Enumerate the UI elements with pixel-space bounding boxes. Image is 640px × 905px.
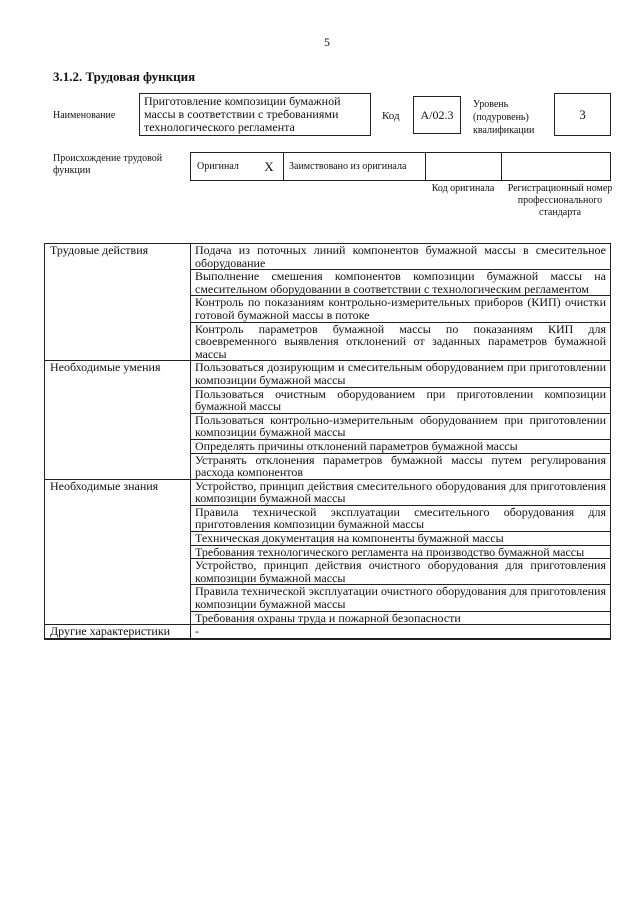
code-original-cell	[425, 153, 502, 180]
table-cell: Техническая документация на компоненты бумажной массы	[191, 532, 611, 546]
table-cell: Выполнение смешения компонентов композиции бумажной массы на смесительном оборудовании в соответствии с технологическим регламентом	[191, 270, 611, 296]
table-cell: Пользоваться контрольно-измерительным оборудованием при приготовлении композиции бумажной массы	[191, 413, 611, 439]
table-cell: Пользоваться очистным оборудованием при приготовлении композиции бумажной массы	[191, 387, 611, 413]
category-cell: Другие характеристики	[45, 625, 191, 639]
qualification-level-label: Уровень (подуровень) квалификации	[473, 99, 535, 136]
category-cell: Необходимые знания	[45, 479, 191, 625]
original-cell	[191, 153, 261, 180]
function-name-box: Приготовление композиции бумажной массы в соответствии с требованиями технологического регламента	[139, 93, 371, 136]
table-cell: Правила технической эксплуатации смесительного оборудования для приготовления композиции бумажной массы	[191, 505, 611, 531]
table-cell: Требования технологического регламента на производство бумажной массы	[191, 545, 611, 559]
qualification-level-box: 3	[554, 93, 611, 136]
reg-number-cell	[501, 153, 611, 180]
original-mark: X	[264, 158, 274, 174]
original-label: Оригинал	[197, 161, 239, 172]
code-value-box: А/02.3	[413, 96, 461, 134]
table-cell: Устранять отклонения параметров бумажной массы путем регулирования расхода компонентов	[191, 453, 611, 479]
table-row	[45, 361, 611, 387]
code-original-label: Код оригинала	[431, 183, 495, 194]
reg-number-label: Регистрационный номер профессионального стандарта	[507, 183, 613, 218]
table-cell: Требования охраны труда и пожарной безопасности	[191, 611, 611, 625]
table-row	[45, 625, 611, 639]
borrowed-label: Заимствовано из оригинала	[289, 161, 407, 172]
table-cell: Определять причины отклонений параметров бумажной массы	[191, 439, 611, 453]
code-label: Код	[382, 110, 400, 122]
table-row	[45, 244, 611, 270]
table-cell: Устройство, принцип действия смесительного оборудования для приготовления композиции бумажной массы	[191, 479, 611, 505]
table-cell: Подача из поточных линий компонентов бумажной массы в смесительное оборудование	[191, 244, 611, 270]
table-cell: -	[191, 625, 611, 639]
origin-label: Происхождение трудовой функции	[53, 153, 163, 176]
table-cell: Контроль параметров бумажной массы по показаниям КИП для своевременного выявления отклонений от заданных параметров бумажной массы	[191, 322, 611, 361]
table-cell: Правила технической эксплуатации очистного оборудования для приготовления композиции бумажной массы	[191, 585, 611, 611]
origin-table	[190, 152, 611, 181]
borrowed-cell	[283, 153, 431, 180]
category-cell: Необходимые умения	[45, 361, 191, 479]
category-cell: Трудовые действия	[45, 244, 191, 361]
original-mark-cell	[255, 153, 283, 180]
table-row	[45, 479, 611, 505]
table-cell: Устройство, принцип действия очистного оборудования для приготовления композиции бумажной массы	[191, 559, 611, 585]
name-label: Наименование	[53, 110, 116, 121]
table-cell: Контроль по показаниям контрольно-измерительных приборов (КИП) очистки готовой бумажной массы в потоке	[191, 296, 611, 322]
section-title: 3.1.2. Трудовая функция	[53, 69, 196, 84]
table-cell: Пользоваться дозирующим и смесительным оборудованием при приготовлении композиции бумажной массы	[191, 361, 611, 387]
labor-function-table	[44, 243, 611, 640]
page-number: 5	[324, 35, 330, 49]
